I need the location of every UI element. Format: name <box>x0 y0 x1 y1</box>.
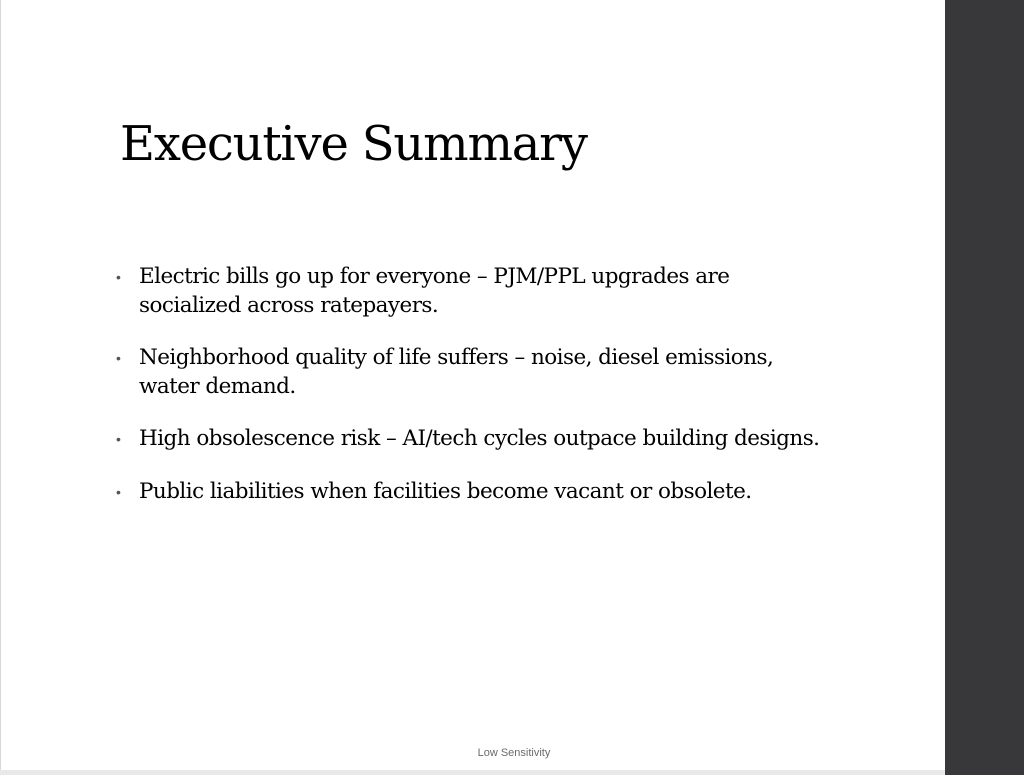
bullet-item <box>116 343 836 401</box>
bullet-text: Electric bills go up for everyone – PJM/PPL upgrades are socialized across ratepayers. <box>139 264 730 318</box>
bullet-list <box>116 262 836 530</box>
bullet-marker: • <box>116 431 121 447</box>
right-side-panel <box>945 0 1024 775</box>
bullet-text: Public liabilities when facilities become vacant or obsolete. <box>139 479 752 504</box>
bullet-item <box>116 424 836 454</box>
bullet-item <box>116 262 836 320</box>
bullet-text: High obsolescence risk – AI/tech cycles outpace building designs. <box>139 426 820 451</box>
bullet-text: Neighborhood quality of life suffers – noise, diesel emissions, water demand. <box>139 345 774 399</box>
slide-bottom-strip <box>0 770 945 775</box>
bullet-marker: • <box>116 269 121 285</box>
bullet-item <box>116 477 836 507</box>
bullet-marker: • <box>116 484 121 500</box>
sensitivity-label: Low Sensitivity <box>477 747 551 759</box>
slide-title: Executive Summary <box>120 116 587 172</box>
bullet-marker: • <box>116 350 121 366</box>
